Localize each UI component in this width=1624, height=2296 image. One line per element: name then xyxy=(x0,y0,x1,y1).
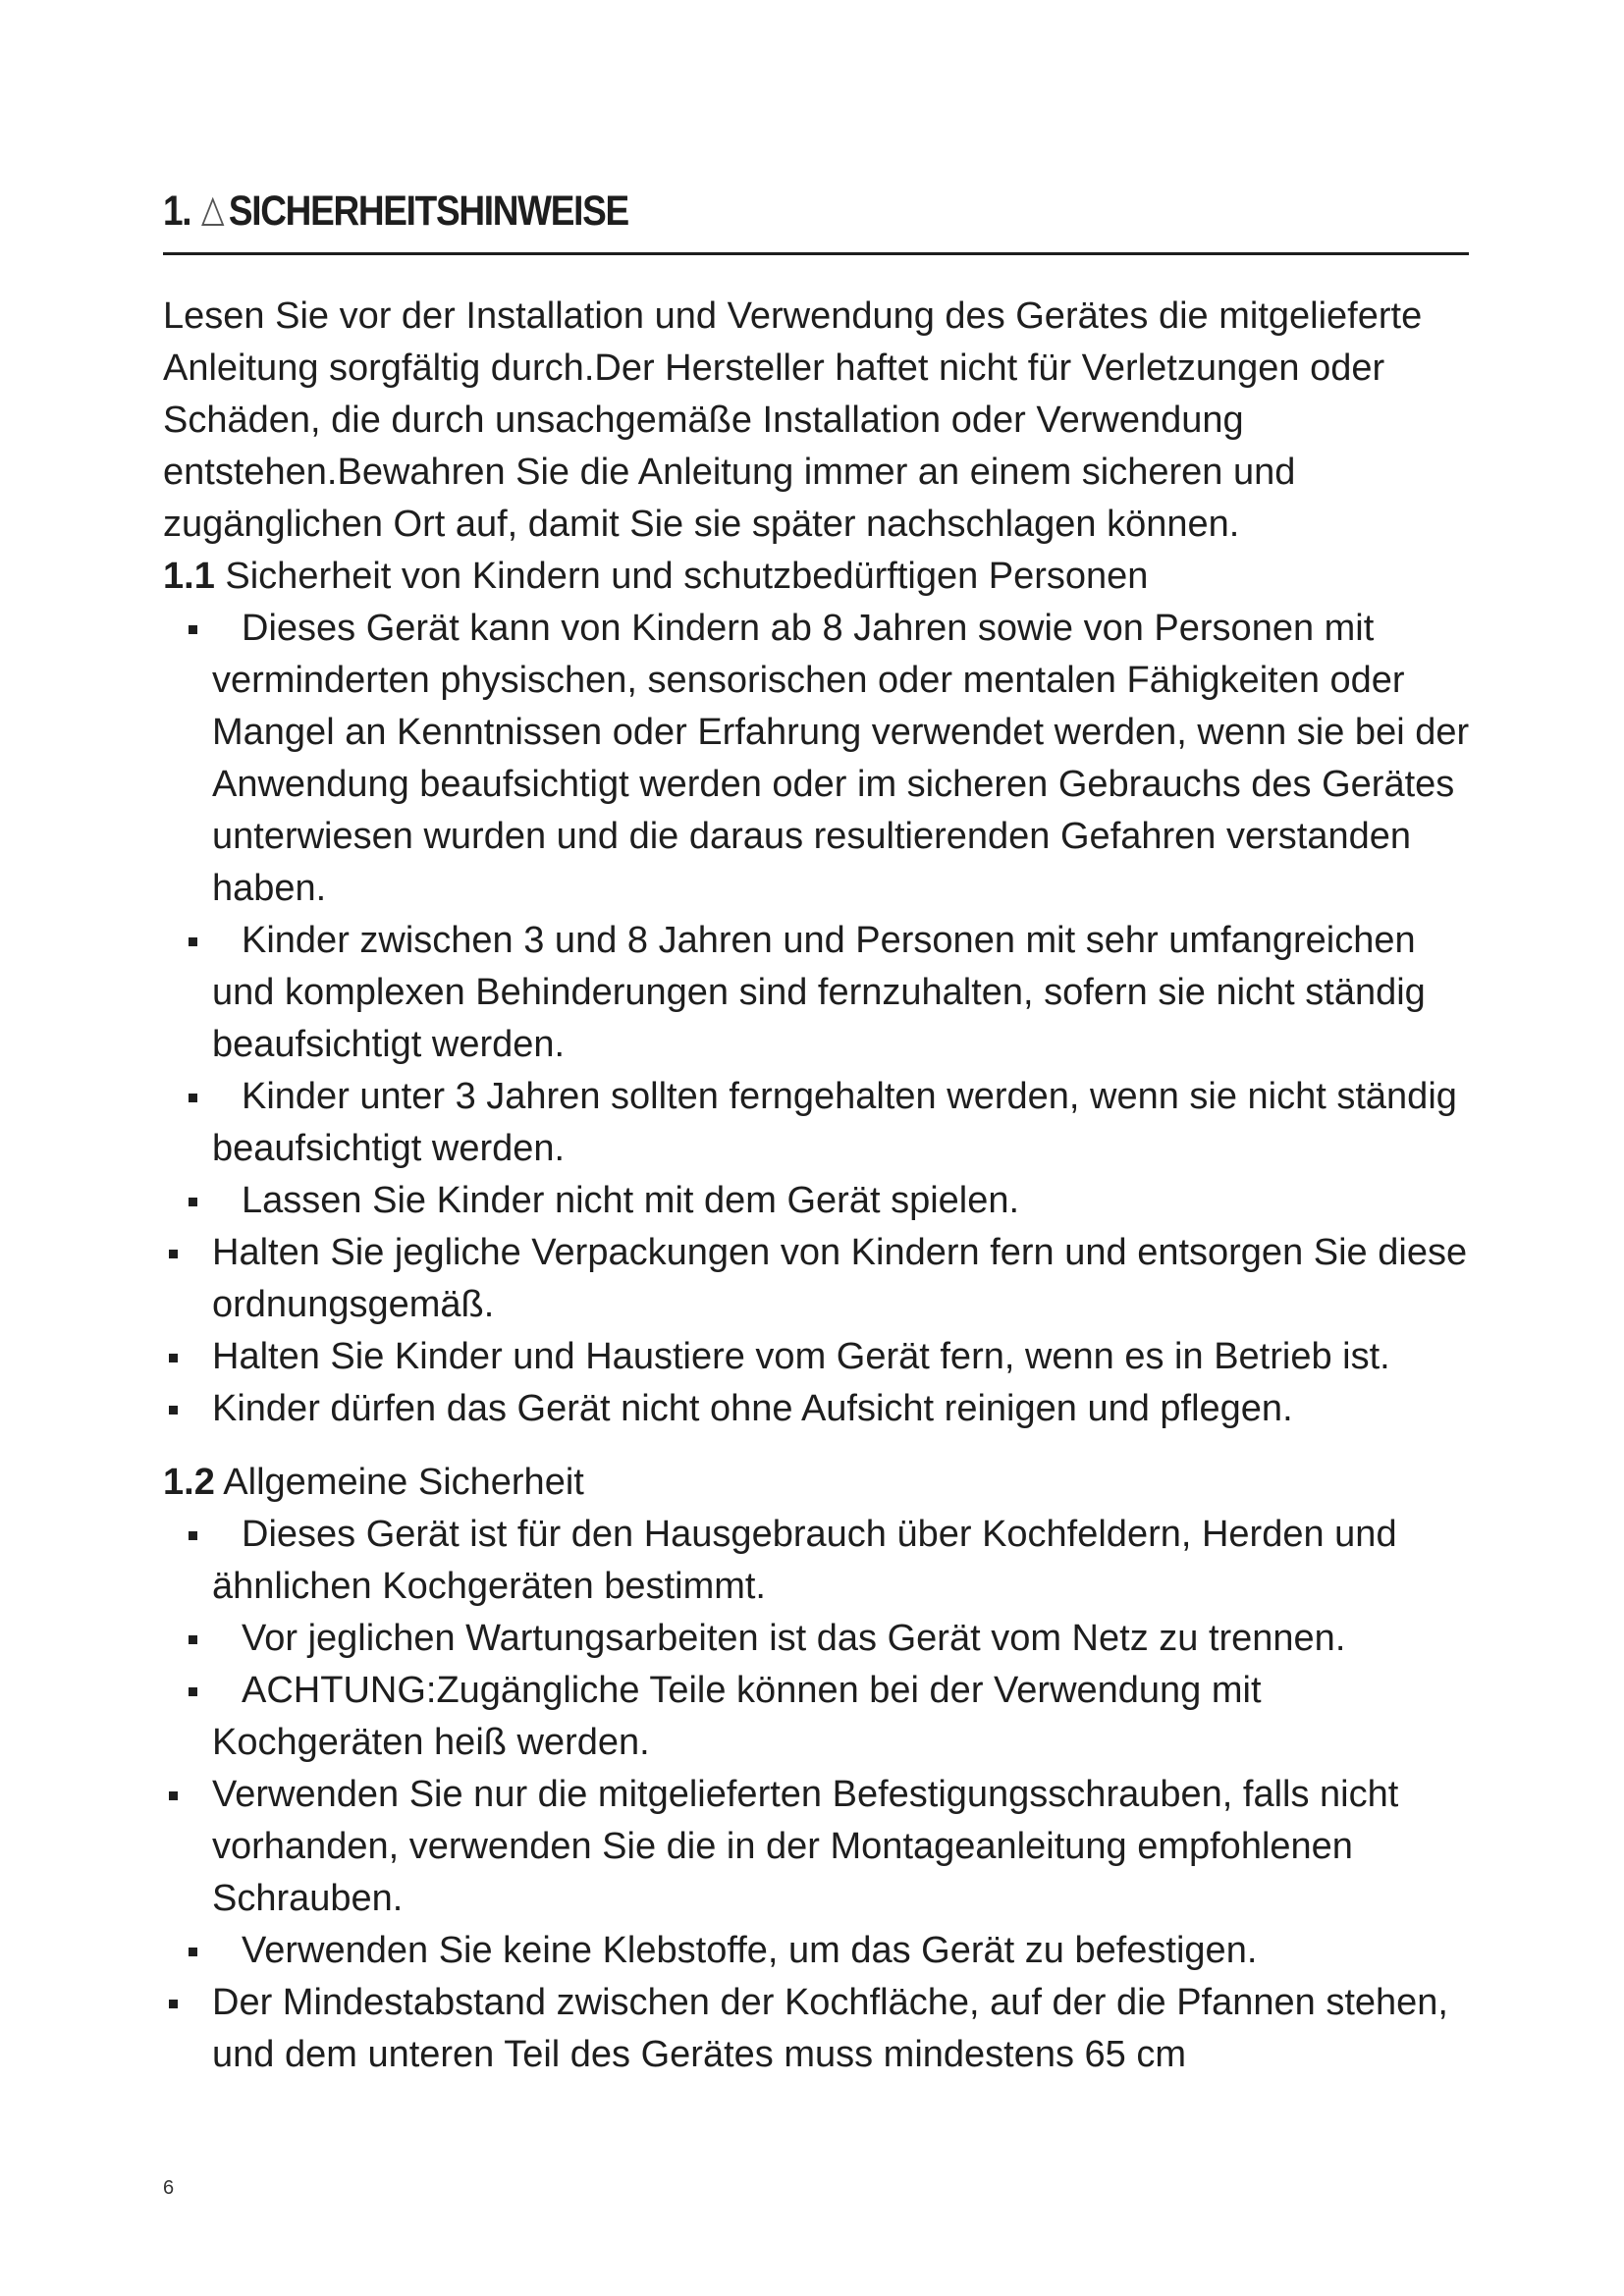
bullet-icon xyxy=(169,1250,178,1258)
list-item xyxy=(163,603,1479,915)
bullet-icon xyxy=(189,1635,197,1644)
list-item-text: Verwenden Sie nur die mitgelieferten Befestigungsschrauben, falls nicht vorhanden, verwenden Sie die in der Montageanleitung empfohlenen Schrauben. xyxy=(212,1774,1399,1919)
section-title: SICHERHEITSHINWEISE xyxy=(228,187,628,235)
page-title xyxy=(163,187,628,235)
list-item-text: Halten Sie Kinder und Haustiere vom Gerät fern, wenn es in Betrieb ist. xyxy=(212,1336,1390,1377)
list-item-text: Der Mindestabstand zwischen der Kochfläche, auf der die Pfannen stehen, und dem unteren Teil des Gerätes muss mindestens 65 cm xyxy=(212,1982,1448,2075)
subsection-title: Sicherheit von Kindern und schutzbedürftigen Personen xyxy=(225,556,1149,597)
bullet-icon xyxy=(189,1531,197,1540)
list-item xyxy=(163,1175,1479,1227)
list-item xyxy=(163,915,1479,1071)
list-item-text: Dieses Gerät kann von Kindern ab 8 Jahren sowie von Personen mit verminderten physischen, sensorischen oder mentalen Fähigkeiten oder Mangel an Kenntnissen oder Erfahrung verwendet werden, wenn sie bei der Anwendung beaufsichtigt werden oder im sicheren Gebrauchs des Gerätes unterwiesen wurden und die daraus resultierenden Gefahren verstanden haben. xyxy=(212,608,1470,909)
list-item xyxy=(163,1383,1479,1435)
list-item-text: Halten Sie jegliche Verpackungen von Kindern fern und entsorgen Sie diese ordnungsgemäß. xyxy=(212,1232,1468,1325)
warning-triangle-icon xyxy=(201,192,225,235)
list-item xyxy=(163,1613,1479,1665)
list-item-text: Vor jeglichen Wartungsarbeiten ist das Gerät vom Netz zu trennen. xyxy=(242,1618,1346,1659)
subsection-title: Allgemeine Sicherheit xyxy=(223,1462,584,1503)
list-item-text: Kinder dürfen das Gerät nicht ohne Aufsicht reinigen und pflegen. xyxy=(212,1388,1293,1429)
subsection-number: 1.1 xyxy=(163,556,215,597)
bullet-icon xyxy=(189,1094,197,1102)
list-item-text: Verwenden Sie keine Klebstoffe, um das Gerät zu befestigen. xyxy=(242,1930,1258,1971)
list-item-text: Kinder unter 3 Jahren sollten ferngehalten werden, wenn sie nicht ständig beaufsichtigt werden. xyxy=(212,1076,1457,1169)
list-item xyxy=(163,1331,1479,1383)
bullet-icon xyxy=(169,2000,178,2008)
list-item xyxy=(163,1977,1479,2081)
list-item xyxy=(163,1071,1479,1175)
bullet-icon xyxy=(189,625,197,634)
bullet-icon xyxy=(189,1948,197,1956)
list-item-text: Lassen Sie Kinder nicht mit dem Gerät spielen. xyxy=(242,1180,1020,1221)
section-number: 1. xyxy=(163,187,191,235)
list-item xyxy=(163,1509,1479,1613)
bullet-icon xyxy=(189,937,197,946)
bullet-icon xyxy=(189,1198,197,1206)
list-item xyxy=(163,1665,1479,1769)
bullet-icon xyxy=(169,1354,178,1362)
bullet-icon xyxy=(189,1687,197,1696)
document-body xyxy=(163,291,1479,2081)
bullet-icon xyxy=(169,1406,178,1415)
section-header xyxy=(163,185,1469,255)
list-item xyxy=(163,1925,1479,1977)
subsection-number: 1.2 xyxy=(163,1462,215,1503)
page-number: 6 xyxy=(163,2177,175,2199)
list-item xyxy=(163,1227,1479,1331)
list-item-text: ACHTUNG:Zugängliche Teile können bei der Verwendung mit Kochgeräten heiß werden. xyxy=(212,1670,1262,1763)
subsection-heading-children-safety xyxy=(163,551,1479,603)
list-item xyxy=(163,1769,1479,1925)
list-item-text: Kinder zwischen 3 und 8 Jahren und Personen mit sehr umfangreichen und komplexen Behinderungen sind fernzuhalten, sofern sie nicht ständig beaufsichtigt werden. xyxy=(212,920,1426,1065)
section-spacer xyxy=(163,1435,1479,1457)
bullet-icon xyxy=(169,1791,178,1800)
subsection-heading-general-safety xyxy=(163,1457,1479,1509)
list-item-text: Dieses Gerät ist für den Hausgebrauch über Kochfeldern, Herden und ähnlichen Kochgeräten bestimmt. xyxy=(212,1514,1397,1607)
intro-paragraph: Lesen Sie vor der Installation und Verwendung des Gerätes die mitgelieferte Anleitung sorgfältig durch.Der Hersteller haftet nicht für Verletzungen oder Schäden, die durch unsachgemäße Installation oder Verwendung entstehen.Bewahren Sie die Anleitung immer an einem sicheren und zugänglichen Ort auf, damit Sie sie später nachschlagen können. xyxy=(163,295,1423,545)
